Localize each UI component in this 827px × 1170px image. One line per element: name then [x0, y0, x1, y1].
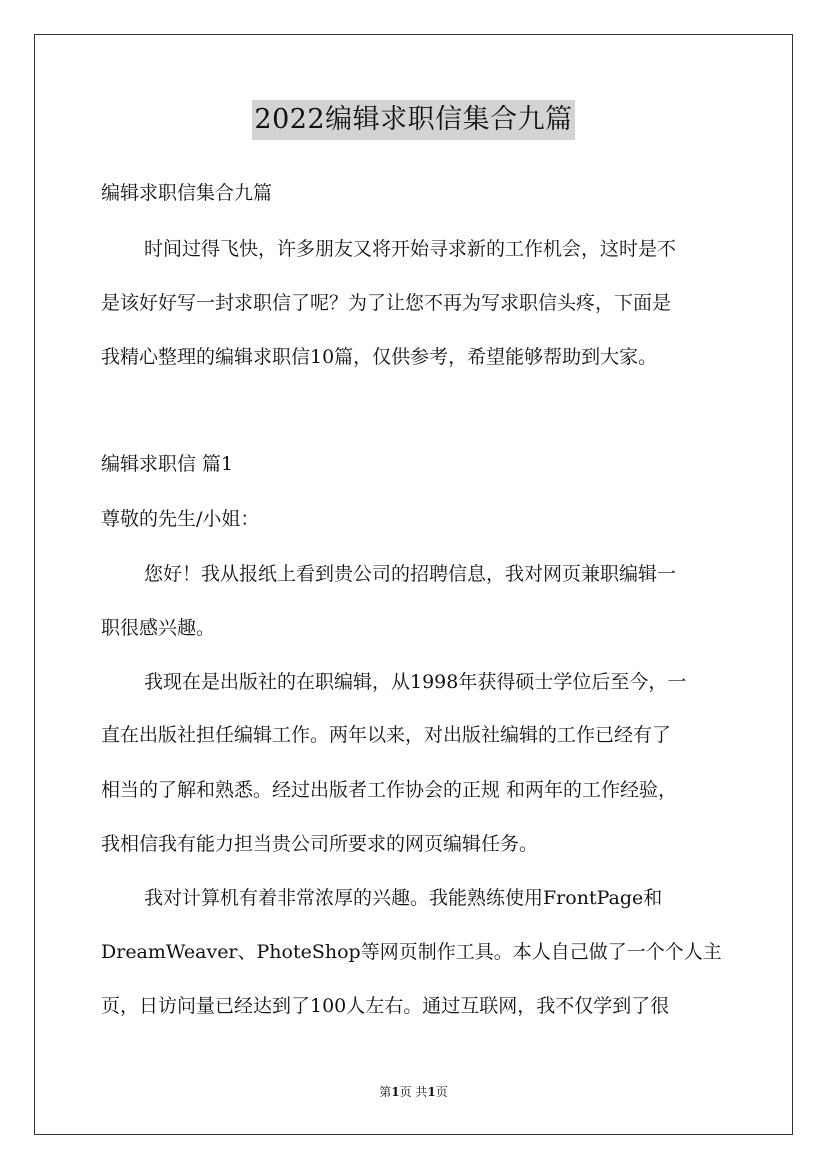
section-heading: 编辑求职信 篇1	[101, 453, 234, 475]
footer-total-pages: 1	[427, 1085, 436, 1099]
intro-line-1: 时间过得飞快，许多朋友又将开始寻求新的工作机会，这时是不	[144, 238, 677, 260]
para3-line-1: 我对计算机有着非常浓厚的兴趣。我能熟练使用FrontPage和	[144, 887, 663, 909]
para2-line-1: 我现在是出版社的在职编辑，从1998年获得硕士学位后至今，一	[144, 671, 687, 693]
para2-line-2: 直在出版社担任编辑工作。两年以来，对出版社编辑的工作已经有了	[101, 724, 672, 746]
document-subtitle: 编辑求职信集合九篇	[101, 182, 273, 204]
document-title-wrap	[0, 100, 827, 140]
page-footer	[0, 1084, 827, 1100]
para1-line-1: 您好！我从报纸上看到贵公司的招聘信息，我对网页兼职编辑一	[144, 563, 677, 585]
footer-mid: 页 共	[399, 1085, 428, 1099]
para3-line-2: DreamWeaver、PhoteShop等网页制作工具。本人自己做了一个个人主	[101, 941, 722, 963]
footer-page-number: 1	[391, 1085, 400, 1099]
salutation: 尊敬的先生/小姐：	[101, 508, 260, 530]
intro-line-2: 是该好好写一封求职信了呢？为了让您不再为写求职信头疼，下面是	[101, 292, 672, 314]
footer-suffix: 页	[435, 1085, 448, 1099]
para1-line-2: 职很感兴趣。	[101, 617, 216, 639]
intro-line-3: 我精心整理的编辑求职信10篇，仅供参考，希望能够帮助到大家。	[101, 346, 658, 368]
para2-line-4: 我相信我有能力担当贵公司所要求的网页编辑任务。	[101, 833, 539, 855]
document-title: 2022编辑求职信集合九篇	[252, 100, 574, 140]
para3-line-3: 页，日访问量已经达到了100人左右。通过互联网，我不仅学到了很	[101, 995, 670, 1017]
para2-line-3: 相当的了解和熟悉。经过出版者工作协会的正规 和两年的工作经验，	[101, 779, 678, 801]
footer-prefix: 第	[379, 1085, 392, 1099]
